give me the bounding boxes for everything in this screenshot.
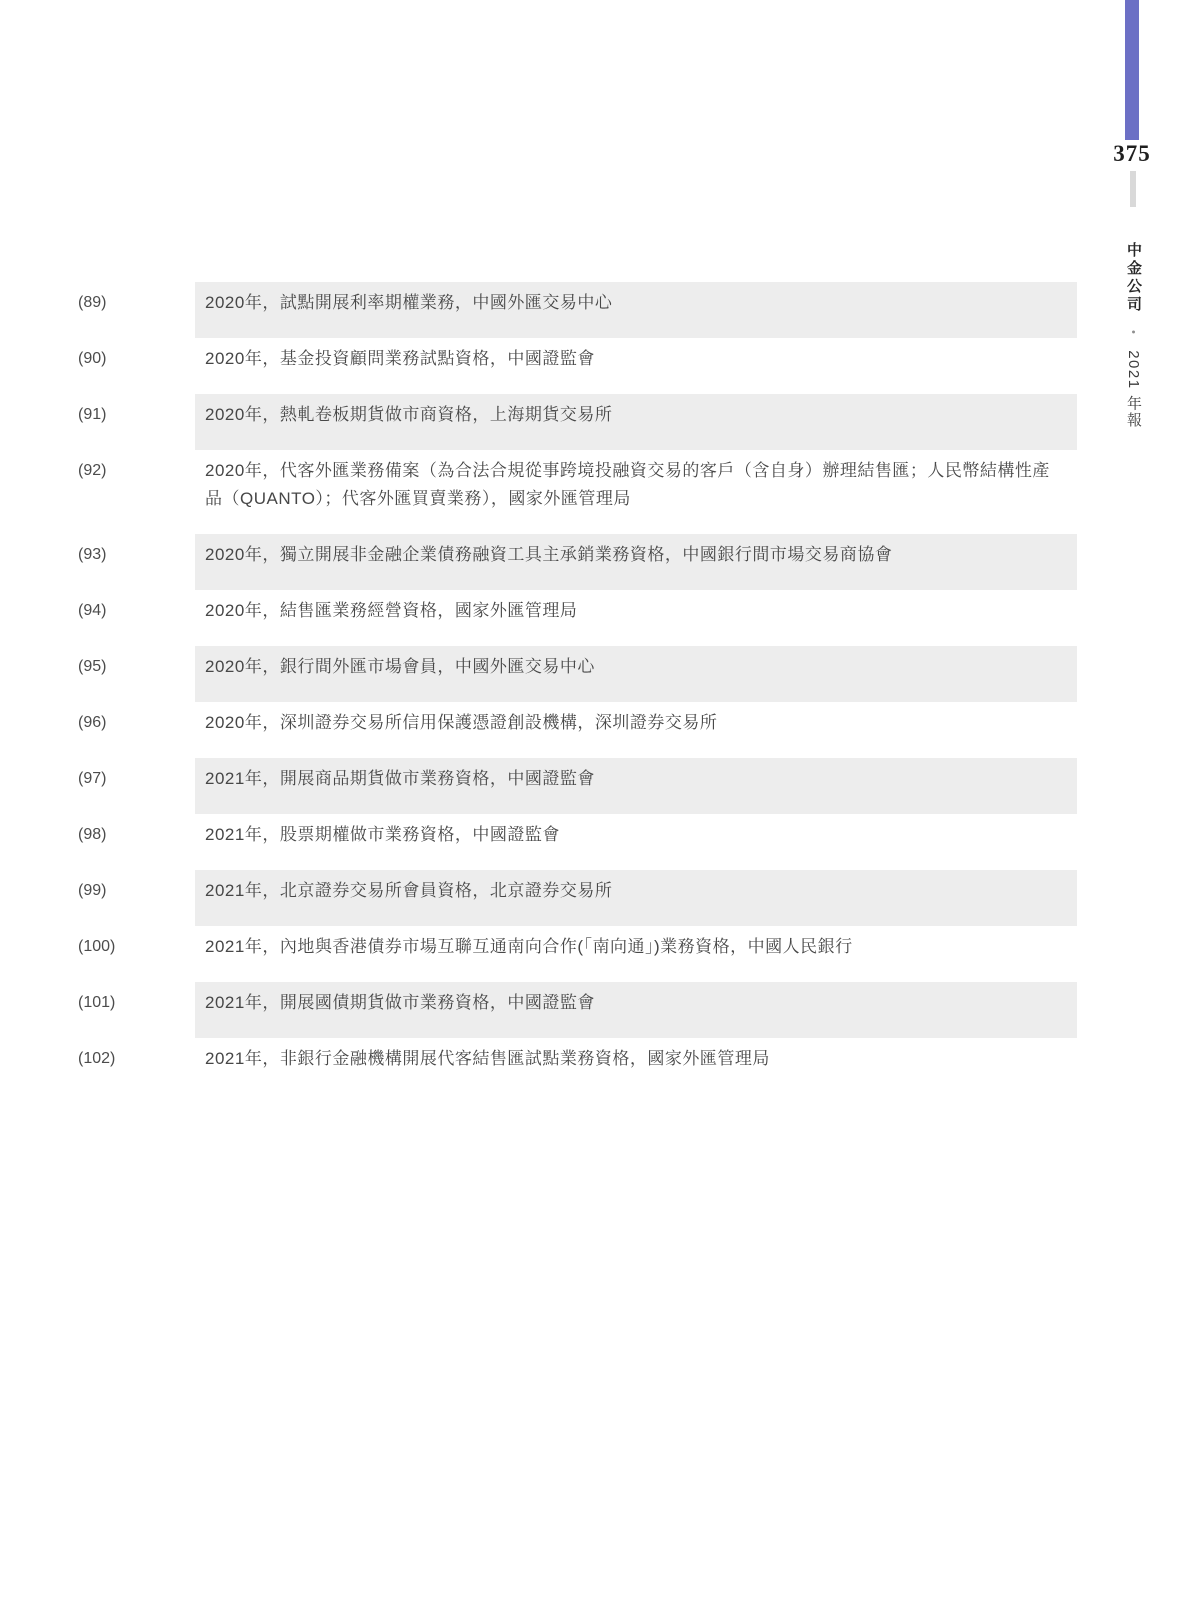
item-text: 2021年，股票期權做市業務資格，中國證監會 [205,825,560,844]
accent-bar [1125,0,1139,140]
item-number: (96) [78,714,107,731]
item-text: 2021年，開展商品期貨做市業務資格，中國證監會 [195,758,1077,814]
item-number: (97) [78,770,107,787]
item-number: (101) [78,994,116,1011]
item-text: 2021年，非銀行金融機構開展代客結售匯試點業務資格，國家外匯管理局 [205,1049,770,1068]
page-number-tick [1130,171,1136,207]
report-edition: 2021 年報 [1125,350,1142,429]
item-number: (94) [78,602,107,619]
list-item [78,926,1077,982]
item-number: (95) [78,658,107,675]
list-item [78,702,1077,758]
list-item [78,450,1077,534]
item-text: 2020年，銀行間外匯市場會員，中國外匯交易中心 [195,646,1077,702]
list-item [78,814,1077,870]
list-item [78,534,1077,590]
item-number: (92) [78,462,107,479]
list-item [78,338,1077,394]
item-number: (90) [78,350,107,367]
license-list [78,282,1077,1094]
list-item [78,870,1077,926]
item-text: 2020年，深圳證券交易所信用保護憑證創設機構，深圳證券交易所 [205,713,718,732]
page-number: 375 [1113,141,1151,166]
item-number: (102) [78,1050,116,1067]
report-caption [1119,242,1147,562]
item-number: (89) [78,294,107,311]
item-text: 2020年，獨立開展非金融企業債務融資工具主承銷業務資格，中國銀行間市場交易商協會 [195,534,1077,590]
list-item [78,646,1077,702]
item-number: (100) [78,938,116,955]
separator-dot-icon: • [1127,330,1139,335]
company-name: 中金公司 [1125,242,1142,314]
item-text: 2021年，內地與香港債券市場互聯互通南向合作(「南向通」)業務資格，中國人民銀行 [205,937,853,956]
item-text: 2021年，北京證券交易所會員資格，北京證券交易所 [195,870,1077,926]
list-item [78,394,1077,450]
item-number: (99) [78,882,107,899]
list-item [78,982,1077,1038]
item-number: (98) [78,826,107,843]
item-text: 2020年，結售匯業務經營資格，國家外匯管理局 [205,601,578,620]
item-text: 2020年，基金投資顧問業務試點資格，中國證監會 [205,349,595,368]
item-text: 2020年，熱軋卷板期貨做市商資格，上海期貨交易所 [195,394,1077,450]
list-item [78,590,1077,646]
item-number: (91) [78,406,107,423]
item-text: 2021年，開展國債期貨做市業務資格，中國證監會 [195,982,1077,1038]
item-text: 2020年，試點開展利率期權業務，中國外匯交易中心 [195,282,1077,338]
list-item [78,1038,1077,1094]
item-text: 2020年，代客外匯業務備案（為合法合規從事跨境投融資交易的客戶（含自身）辦理結售匯；人民幣結構性產品（QUANTO）；代客外匯買賣業務），國家外匯管理局 [205,461,1050,508]
list-item [78,758,1077,814]
list-item [78,282,1077,338]
item-number: (93) [78,546,107,563]
